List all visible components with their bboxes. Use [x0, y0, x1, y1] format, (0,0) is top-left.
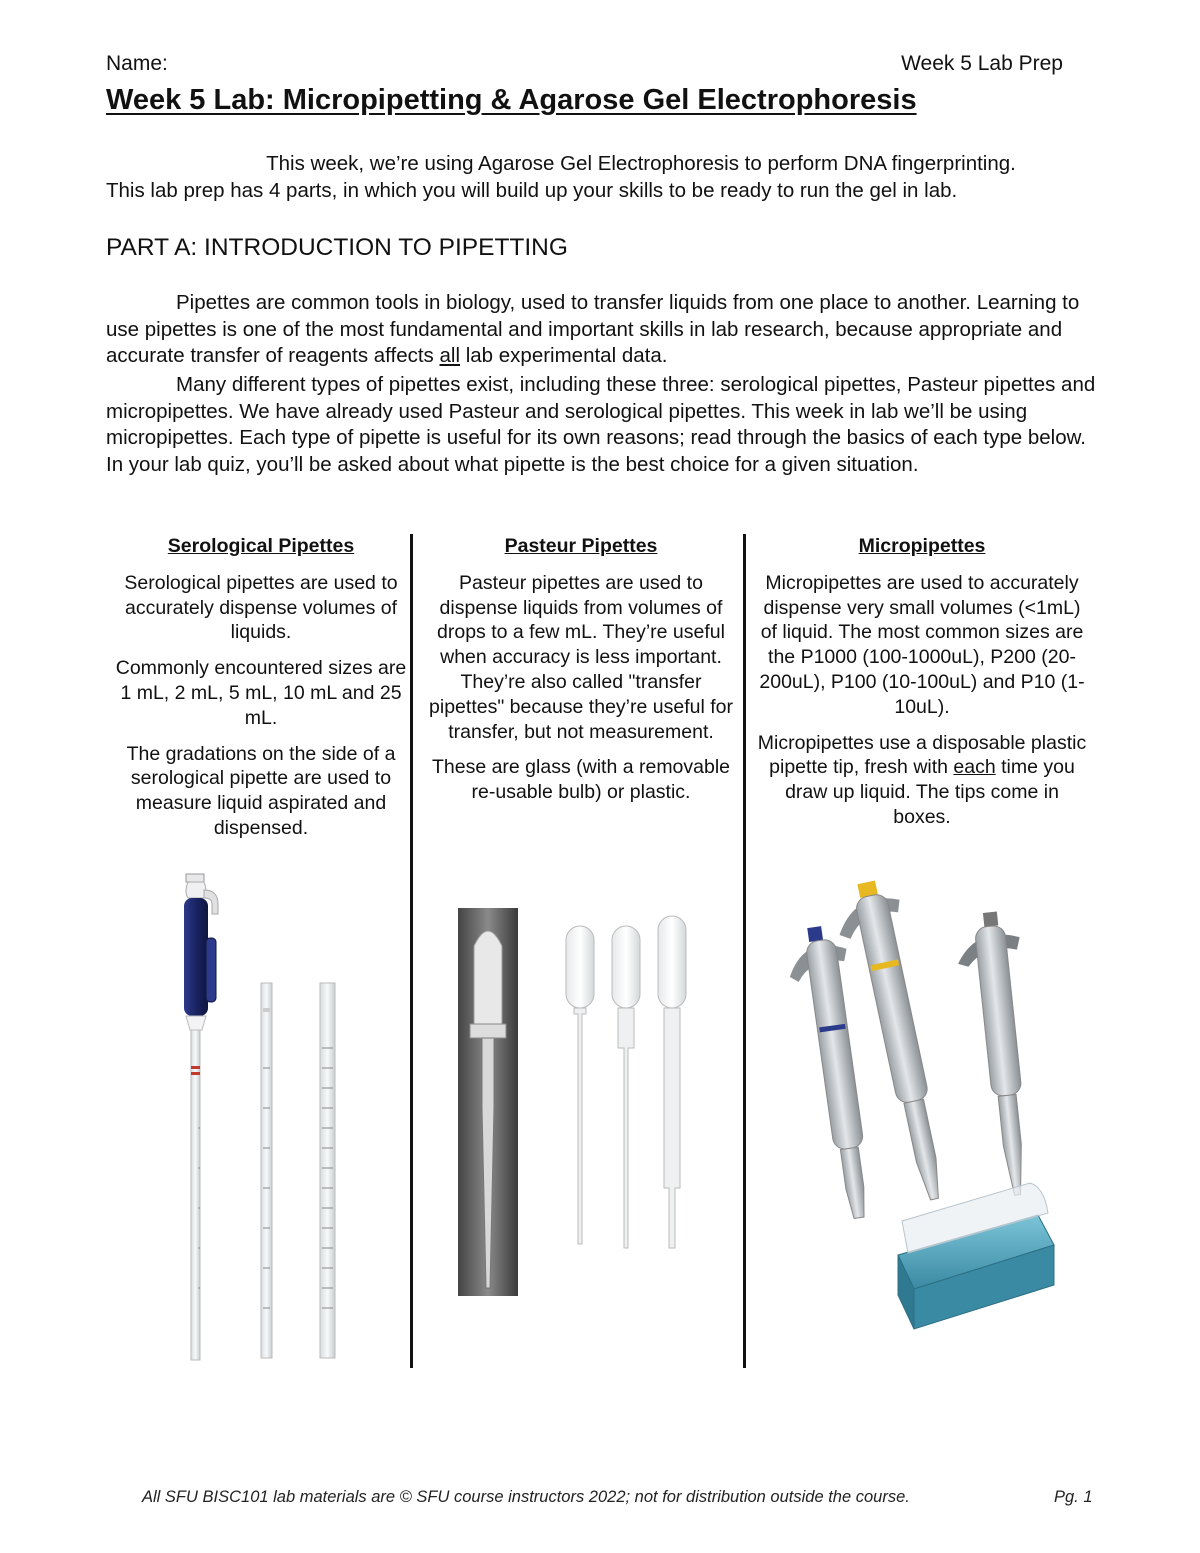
- micropipettes-image: [790, 875, 1080, 1355]
- micropipette-text-1: Micropipettes are used to accurately dispense very small volumes (<1mL) of liquid. The most common sizes are the P1000 (100-1000uL), P200 (20-200uL), P100 (10-100uL) and P10 (1-10uL).: [759, 571, 1085, 718]
- page-title: Week 5 Lab: Micropipetting & Agarose Gel Electrophoresis: [106, 84, 917, 116]
- pasteur-text-1: Pasteur pipettes are used to dispense liquids from volumes of drops to a few mL. They’re useful when accuracy is less important. They’re also called "transfer pipettes" because they’re useful for transfer, but not measurement.: [429, 571, 733, 743]
- serological-pipettes-image: [160, 868, 380, 1368]
- emphasis-all: all: [439, 344, 461, 367]
- name-label: Name:: [106, 52, 168, 75]
- serological-text-2: Commonly encountered sizes are 1 mL, 2 mL, 5 mL, 10 mL and 25 mL.: [115, 657, 407, 729]
- column-divider-2: [743, 534, 746, 1368]
- page-number: Pg. 1: [1054, 1488, 1093, 1506]
- serological-column: [112, 534, 410, 852]
- micropipette-heading: Micropipettes: [858, 535, 986, 557]
- doc-label: Week 5 Lab Prep: [901, 52, 1063, 75]
- column-divider-1: [410, 534, 413, 1368]
- serological-text-3: The gradations on the side of a serological pipette are used to measure liquid aspirated and dispensed.: [126, 742, 396, 839]
- part-a-heading: PART A: INTRODUCTION TO PIPETTING: [106, 234, 568, 261]
- serological-heading: Serological Pipettes: [167, 535, 355, 557]
- serological-text-1: Serological pipettes are used to accurately dispense volumes of liquids.: [124, 571, 398, 644]
- part-a-paragraph-1: Pipettes are common tools in biology, used to transfer liquids from one place to another. Learning to use pipettes is one of the most fundamental and important skills in lab research, because appropriate and accurate transfer of reagents affects all lab experimental data.: [106, 291, 1080, 367]
- pasteur-column: [422, 534, 740, 816]
- emphasis-each: each: [953, 756, 996, 779]
- pasteur-heading: Pasteur Pipettes: [504, 535, 658, 557]
- micropipette-text-2: Micropipettes use a disposable plastic pipette tip, fresh with each time you draw up liquid. The tips come in boxes.: [757, 731, 1087, 828]
- intro-line-1: This week, we’re using Agarose Gel Electrophoresis to perform DNA fingerprinting.: [266, 152, 1016, 175]
- intro-line-2: This lab prep has 4 parts, in which you will build up your skills to be ready to run the gel in lab.: [106, 179, 958, 202]
- pasteur-text-2: These are glass (with a removable re-usable bulb) or plastic.: [431, 756, 731, 804]
- micropipette-column: [757, 534, 1087, 841]
- pasteur-pipettes-image: [456, 906, 696, 1306]
- part-a-paragraph-2: Many different types of pipettes exist, including these three: serological pipettes, Pasteur pipettes and micropipettes. We have already used Pasteur and serological pipettes. This week in lab we’ll be using micropipettes. Each type of pipette is useful for its own reasons; read through the basics of each type below. In your lab quiz, you’ll be asked about what pipette is the best choice for a given situation.: [106, 373, 1096, 476]
- footer-copyright: All SFU BISC101 lab materials are © SFU course instructors 2022; not for distribution outside the course.: [142, 1488, 910, 1506]
